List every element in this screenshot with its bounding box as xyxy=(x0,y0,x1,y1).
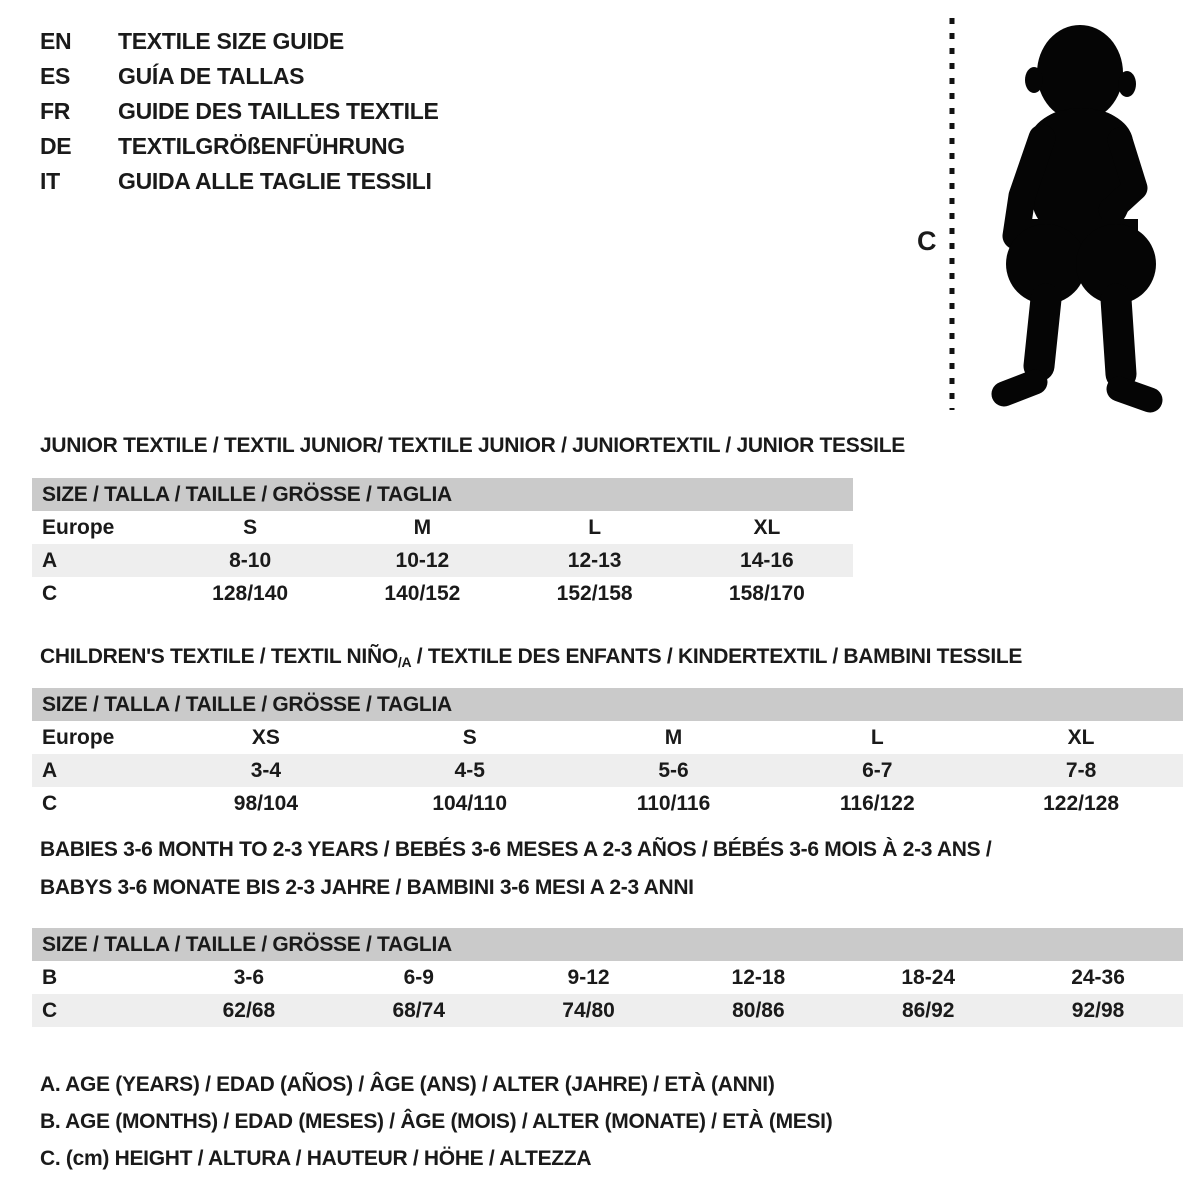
size-cell: 12-18 xyxy=(731,965,786,989)
table-row xyxy=(32,787,1183,820)
lang-row-fr xyxy=(40,94,439,129)
babies-section-heading-line2: BABYS 3-6 MONATE BIS 2-3 JAHRE / BAMBINI 3-6 MESI A 2-3 ANNI xyxy=(40,876,694,899)
lang-title: TEXTILGRÖßENFÜHRUNG xyxy=(118,133,405,159)
measure-label-c: C xyxy=(917,226,937,256)
size-cell: 80/86 xyxy=(732,998,785,1022)
row-label: Europe xyxy=(42,515,115,539)
size-cell: XS xyxy=(251,725,280,749)
legend-footnotes xyxy=(40,1066,832,1177)
size-cell: 3-6 xyxy=(233,965,265,989)
height-measure-figure xyxy=(895,8,1180,420)
size-cell: 6-9 xyxy=(403,965,434,989)
size-cell: 74/80 xyxy=(562,998,615,1022)
children-section-heading xyxy=(40,645,1022,670)
lang-title: GUÍA DE TALLAS xyxy=(118,63,305,89)
size-cell: 68/74 xyxy=(392,998,446,1022)
lang-row-es xyxy=(40,59,439,94)
size-cell: 12-13 xyxy=(567,548,622,572)
size-cell: XL xyxy=(1067,725,1095,749)
row-label: C xyxy=(42,791,58,815)
table-row xyxy=(32,577,853,610)
junior-section-heading: JUNIOR TEXTILE / TEXTIL JUNIOR/ TEXTILE JUNIOR / JUNIORTEXTIL / JUNIOR TESSILE xyxy=(40,434,905,457)
size-band-header: SIZE / TALLA / TAILLE / GRÖSSE / TAGLIA xyxy=(32,478,853,511)
size-cell: 86/92 xyxy=(901,998,955,1022)
lang-row-en xyxy=(40,24,439,59)
footnote-a: A. AGE (YEARS) / EDAD (AÑOS) / ÂGE (ANS) / ALTER (JAHRE) / ETÀ (ANNI) xyxy=(40,1072,775,1096)
lang-title: TEXTILE SIZE GUIDE xyxy=(118,28,344,54)
size-cell: 152/158 xyxy=(556,581,633,605)
size-cell: 110/116 xyxy=(636,791,711,815)
row-label: A xyxy=(42,758,58,782)
babies-section-heading-line1: BABIES 3-6 MONTH TO 2-3 YEARS / BEBÉS 3-6 MESES A 2-3 AÑOS / BÉBÉS 3-6 MOIS À 2-3 ANS / xyxy=(40,838,992,861)
table-row xyxy=(32,544,853,577)
size-band-header: SIZE / TALLA / TAILLE / GRÖSSE / TAGLIA xyxy=(32,928,1183,961)
size-cell: S xyxy=(243,515,258,539)
size-cell: 5-6 xyxy=(658,758,689,782)
table-row xyxy=(32,721,1183,754)
footnote-c: C. (cm) HEIGHT / ALTURA / HAUTEUR / HÖHE / ALTEZZA xyxy=(40,1146,592,1170)
table-row xyxy=(32,961,1183,994)
row-label: A xyxy=(42,548,58,572)
size-cell: M xyxy=(413,515,432,539)
lang-title: GUIDE DES TAILLES TEXTILE xyxy=(118,98,439,124)
size-cell: 98/104 xyxy=(233,791,299,815)
babies-size-table xyxy=(32,928,1183,1027)
size-cell: 4-5 xyxy=(454,758,485,782)
heading-text: / TEXTILE DES ENFANTS / KINDERTEXTIL / BAMBINI TESSILE xyxy=(411,645,1023,668)
lang-code: ES xyxy=(40,63,71,89)
size-cell: 92/98 xyxy=(1071,998,1125,1022)
lang-code: EN xyxy=(40,28,72,54)
size-cell: XL xyxy=(753,515,781,539)
lang-code: FR xyxy=(40,98,71,124)
lang-title: GUIDA ALLE TAGLIE TESSILI xyxy=(118,168,432,194)
size-cell: 8-10 xyxy=(229,548,272,572)
size-cell: 122/128 xyxy=(1043,791,1120,815)
footnote-b: B. AGE (MONTHS) / EDAD (MESES) / ÂGE (MOIS) / ALTER (MONATE) / ETÀ (MESI) xyxy=(40,1109,833,1133)
size-cell: 140/152 xyxy=(384,581,461,605)
lang-row-it xyxy=(40,164,439,199)
size-cell: L xyxy=(588,515,602,539)
size-cell: 7-8 xyxy=(1065,758,1097,782)
size-cell: M xyxy=(664,725,683,749)
size-cell: 128/140 xyxy=(212,581,289,605)
size-cell: 3-4 xyxy=(250,758,282,782)
size-cell: 104/110 xyxy=(432,791,508,815)
junior-size-table xyxy=(32,478,853,610)
row-label: Europe xyxy=(42,725,115,749)
table-row xyxy=(32,994,1183,1027)
size-cell: 62/68 xyxy=(222,998,276,1022)
lang-code: DE xyxy=(40,133,72,159)
size-cell: 116/122 xyxy=(839,791,915,815)
heading-text: CHILDREN'S TEXTILE / TEXTIL NIÑO xyxy=(40,645,398,668)
size-cell: 14-16 xyxy=(740,548,794,572)
size-cell: 24-36 xyxy=(1071,965,1125,989)
row-label: C xyxy=(42,581,58,605)
table-row xyxy=(32,754,1183,787)
table-row xyxy=(32,511,853,544)
row-label: B xyxy=(42,965,58,989)
size-cell: S xyxy=(462,725,477,749)
language-title-list xyxy=(40,24,439,199)
row-label: C xyxy=(42,998,58,1022)
lang-row-de xyxy=(40,129,439,164)
size-cell: 18-24 xyxy=(901,965,956,989)
size-cell: 6-7 xyxy=(862,758,893,782)
size-cell: L xyxy=(870,725,884,749)
children-size-table xyxy=(32,688,1183,820)
baby-body-shape xyxy=(1004,25,1156,400)
heading-subscript: /A xyxy=(397,654,412,670)
size-band-header: SIZE / TALLA / TAILLE / GRÖSSE / TAGLIA xyxy=(32,688,1183,721)
size-cell: 158/170 xyxy=(728,581,805,605)
lang-code: IT xyxy=(40,168,60,194)
size-cell: 9-12 xyxy=(567,965,610,989)
baby-silhouette-icon xyxy=(895,8,1180,420)
size-cell: 10-12 xyxy=(395,548,450,572)
